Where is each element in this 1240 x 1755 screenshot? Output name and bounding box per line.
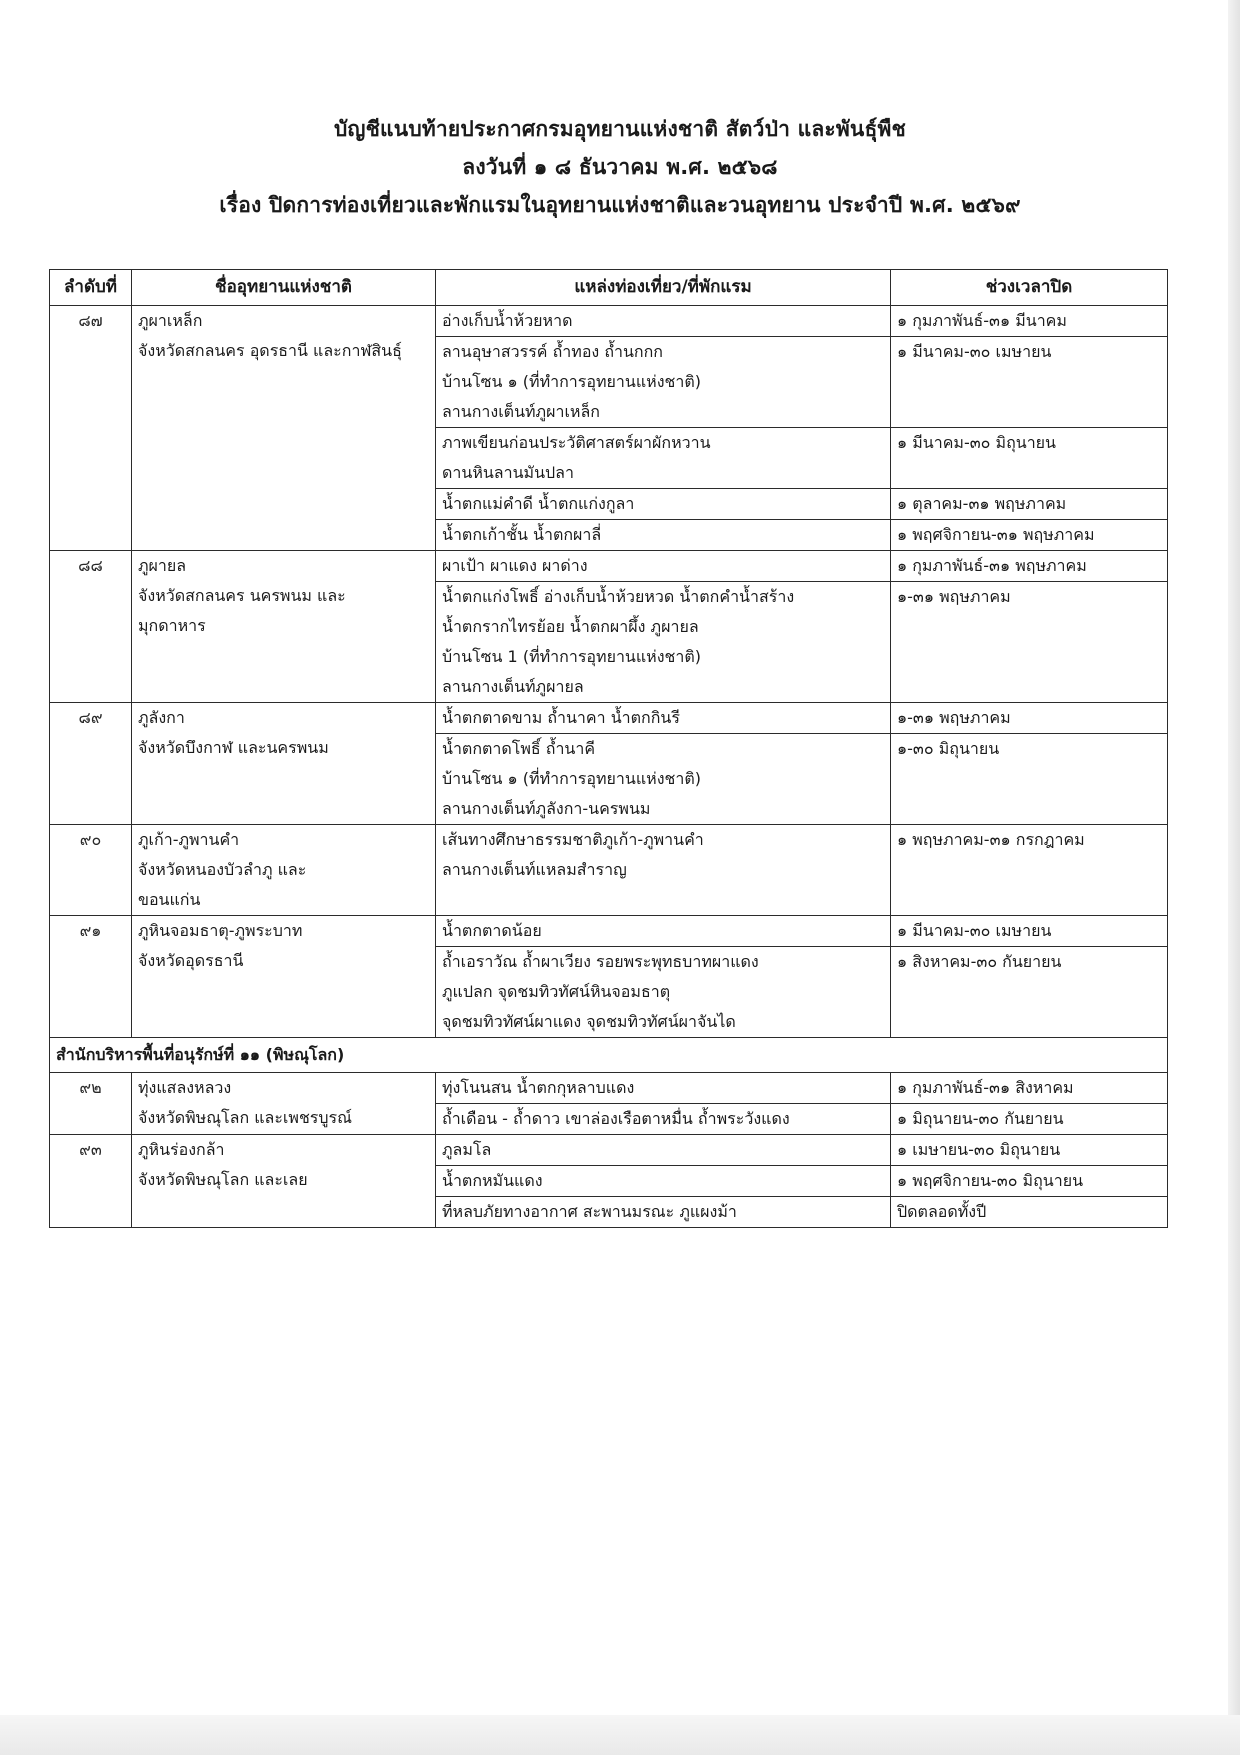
table-row: [50, 306, 1168, 337]
site-cell: [436, 1166, 891, 1197]
period-cell: ปิดตลอดทั้งปี: [891, 1197, 1168, 1228]
site-line: ลานอุษาสวรรค์ ถ้ำทอง ถ้ำนกกก: [442, 342, 663, 361]
site-cell: [436, 306, 891, 337]
table-row: [50, 825, 1168, 916]
site-cell: [436, 582, 891, 703]
park-name: ภูผายล: [138, 556, 187, 575]
site-cell: [436, 428, 891, 489]
site-line: ภูแปลก จุดชมทิวทัศน์หินจอมธาตุ: [442, 982, 671, 1001]
park-number: ๘๘: [50, 551, 132, 703]
park-name: ภูหินจอมธาตุ-ภูพระบาท: [138, 921, 303, 940]
period-cell: ๑ กุมภาพันธ์-๓๑ สิงหาคม: [891, 1073, 1168, 1104]
scan-bottom-shade: [0, 1715, 1240, 1755]
col-header-closure-period: ช่วงเวลาปิด: [891, 270, 1168, 306]
region-heading: สำนักบริหารพื้นที่อนุรักษ์ที่ ๑๑ (พิษณุโลก): [50, 1038, 1168, 1073]
site-line: ภูลมโล: [442, 1140, 492, 1159]
park-province: จังหวัดบึงกาฬ และนครพนม: [138, 738, 329, 757]
park-number: ๘๙: [50, 703, 132, 825]
park-name-cell: [132, 916, 436, 1038]
park-name: ภูหินร่องกล้า: [138, 1140, 225, 1159]
park-province: จังหวัดอุดรธานี: [138, 951, 244, 970]
document-header: [0, 110, 1240, 224]
table-row: [50, 1135, 1168, 1166]
site-cell: [436, 489, 891, 520]
park-name-cell: [132, 703, 436, 825]
park-name-cell: [132, 1073, 436, 1135]
park-name: ภูผาเหล็ก: [138, 311, 203, 330]
park-province: จังหวัดสกลนคร อุดรธานี และกาฬสินธุ์: [138, 341, 402, 360]
park-province: จังหวัดพิษณุโลก และเลย: [138, 1170, 308, 1189]
period-cell: ๑ เมษายน-๓๐ มิถุนายน: [891, 1135, 1168, 1166]
park-province: จังหวัดสกลนคร นครพนม และ: [138, 586, 346, 605]
park-number: ๙๓: [50, 1135, 132, 1228]
site-line: ที่หลบภัยทางอากาศ สะพานมรณะ ภูแผงม้า: [442, 1202, 737, 1221]
site-line: น้ำตกเก้าชั้น น้ำตกผาลี่: [442, 525, 602, 544]
park-number: ๘๗: [50, 306, 132, 551]
site-cell: [436, 1135, 891, 1166]
site-cell: [436, 825, 891, 916]
table-row: [50, 703, 1168, 734]
park-name-cell: [132, 551, 436, 703]
park-province: จังหวัดพิษณุโลก และเพชรบูรณ์: [138, 1108, 352, 1127]
site-cell: [436, 551, 891, 582]
site-cell: [436, 520, 891, 551]
park-number: ๙๑: [50, 916, 132, 1038]
period-cell: ๑ มิถุนายน-๓๐ กันยายน: [891, 1104, 1168, 1135]
site-line: น้ำตกตาดขาม ถ้ำนาคา น้ำตกกินรี: [442, 708, 680, 727]
site-line: บ้านโซน ๑ (ที่ทำการอุทยานแห่งชาติ): [442, 372, 701, 391]
period-cell: ๑ สิงหาคม-๓๐ กันยายน: [891, 947, 1168, 1038]
park-number: ๙๒: [50, 1073, 132, 1135]
site-cell: [436, 916, 891, 947]
site-cell: [436, 703, 891, 734]
site-line: เส้นทางศึกษาธรรมชาติภูเก้า-ภูพานคำ: [442, 830, 704, 849]
site-line: อ่างเก็บน้ำห้วยหาด: [442, 311, 573, 330]
period-cell: ๑-๓๑ พฤษภาคม: [891, 582, 1168, 703]
park-province: จังหวัดหนองบัวลำภู และ: [138, 860, 307, 879]
col-header-sites: แหล่งท่องเที่ยว/ที่พักแรม: [436, 270, 891, 306]
table-row: [50, 1073, 1168, 1104]
period-cell: ๑ มีนาคม-๓๐ เมษายน: [891, 916, 1168, 947]
park-name: ภูเก้า-ภูพานคำ: [138, 830, 240, 849]
site-line: จุดชมทิวทัศน์ผาแดง จุดชมทิวทัศน์ผาจันได: [442, 1012, 736, 1031]
region-row: [50, 1038, 1168, 1073]
header-date: ลงวันที่ ๑ ๘ ธันวาคม พ.ศ. ๒๕๖๘: [462, 155, 778, 179]
site-line: น้ำตกตาดน้อย: [442, 921, 542, 940]
period-cell: ๑ กุมภาพันธ์-๓๑ พฤษภาคม: [891, 551, 1168, 582]
period-cell: ๑ พฤศจิกายน-๓๐ มิถุนายน: [891, 1166, 1168, 1197]
period-cell: ๑ มีนาคม-๓๐ มิถุนายน: [891, 428, 1168, 489]
site-line: ลานกางเต็นท์ภูผายล: [442, 677, 584, 696]
header-title: บัญชีแนบท้ายประกาศกรมอุทยานแห่งชาติ สัตว์ป่า และพันธุ์พืช: [333, 117, 906, 141]
col-header-park-name: ชื่ออุทยานแห่งชาติ: [132, 270, 436, 306]
site-line: ลานกางเต็นท์ภูผาเหล็ก: [442, 402, 600, 421]
site-line: น้ำตกแก่งโพธิ์ อ่างเก็บน้ำห้วยหวด น้ำตกคำน้ำสร้าง: [442, 587, 795, 606]
period-cell: ๑-๓๐ มิถุนายน: [891, 734, 1168, 825]
site-cell: [436, 1197, 891, 1228]
park-name-cell: [132, 825, 436, 916]
site-line: น้ำตกตาดโพธิ์ ถ้ำนาคี: [442, 739, 596, 758]
site-line: ผาเป้า ผาแดง ผาด่าง: [442, 556, 588, 575]
table-row: [50, 551, 1168, 582]
site-line: น้ำตกหมันแดง: [442, 1171, 543, 1190]
site-cell: [436, 337, 891, 428]
period-cell: ๑ ตุลาคม-๓๑ พฤษภาคม: [891, 489, 1168, 520]
park-number: ๙๐: [50, 825, 132, 916]
park-name-cell: [132, 1135, 436, 1228]
period-cell: ๑ พฤษภาคม-๓๑ กรกฎาคม: [891, 825, 1168, 916]
site-line: ทุ่งโนนสน น้ำตกกุหลาบแดง: [442, 1078, 635, 1097]
site-line: น้ำตกรากไทรย้อย น้ำตกผาผึ้ง ภูผายล: [442, 617, 699, 636]
period-cell: ๑ กุมภาพันธ์-๓๑ มีนาคม: [891, 306, 1168, 337]
site-line: ดานหินลานมันปลา: [442, 463, 574, 482]
closure-schedule-table: [49, 269, 1168, 1228]
table-body: [50, 306, 1168, 1228]
park-province: ขอนแก่น: [138, 890, 201, 909]
site-cell: [436, 947, 891, 1038]
park-name: ภูลังกา: [138, 708, 185, 727]
site-line: ถ้ำเอราวัณ ถ้ำผาเวียง รอยพระพุทธบาทผาแดง: [442, 952, 759, 971]
period-cell: ๑ พฤศจิกายน-๓๑ พฤษภาคม: [891, 520, 1168, 551]
table-row: [50, 916, 1168, 947]
page-edge-shadow: [1228, 0, 1240, 1755]
site-cell: [436, 734, 891, 825]
site-line: ภาพเขียนก่อนประวัติศาสตร์ผาผักหวาน: [442, 433, 711, 452]
header-subject: เรื่อง ปิดการท่องเที่ยวและพักแรมในอุทยานแห่งชาติและวนอุทยาน ประจำปี พ.ศ. ๒๕๖๙: [219, 193, 1021, 217]
site-cell: [436, 1104, 891, 1135]
site-line: ลานกางเต็นท์ภูลังกา-นครพนม: [442, 799, 651, 818]
table-header-row: [50, 270, 1168, 306]
park-province: มุกดาหาร: [138, 616, 206, 635]
period-cell: ๑ มีนาคม-๓๐ เมษายน: [891, 337, 1168, 428]
park-name-cell: [132, 306, 436, 551]
site-line: ลานกางเต็นท์แหลมสำราญ: [442, 860, 627, 879]
site-line: บ้านโซน 1 (ที่ทำการอุทยานแห่งชาติ): [442, 647, 702, 666]
site-line: บ้านโซน ๑ (ที่ทำการอุทยานแห่งชาติ): [442, 769, 701, 788]
col-header-order: ลำดับที่: [50, 270, 132, 306]
site-line: น้ำตกแม่คำดี น้ำตกแก่งกูลา: [442, 494, 635, 513]
site-line: ถ้ำเดือน - ถ้ำดาว เขาล่องเรือตาหมื่น ถ้ำพระวังแดง: [442, 1109, 790, 1128]
park-name: ทุ่งแสลงหลวง: [138, 1078, 232, 1097]
site-cell: [436, 1073, 891, 1104]
period-cell: ๑-๓๑ พฤษภาคม: [891, 703, 1168, 734]
